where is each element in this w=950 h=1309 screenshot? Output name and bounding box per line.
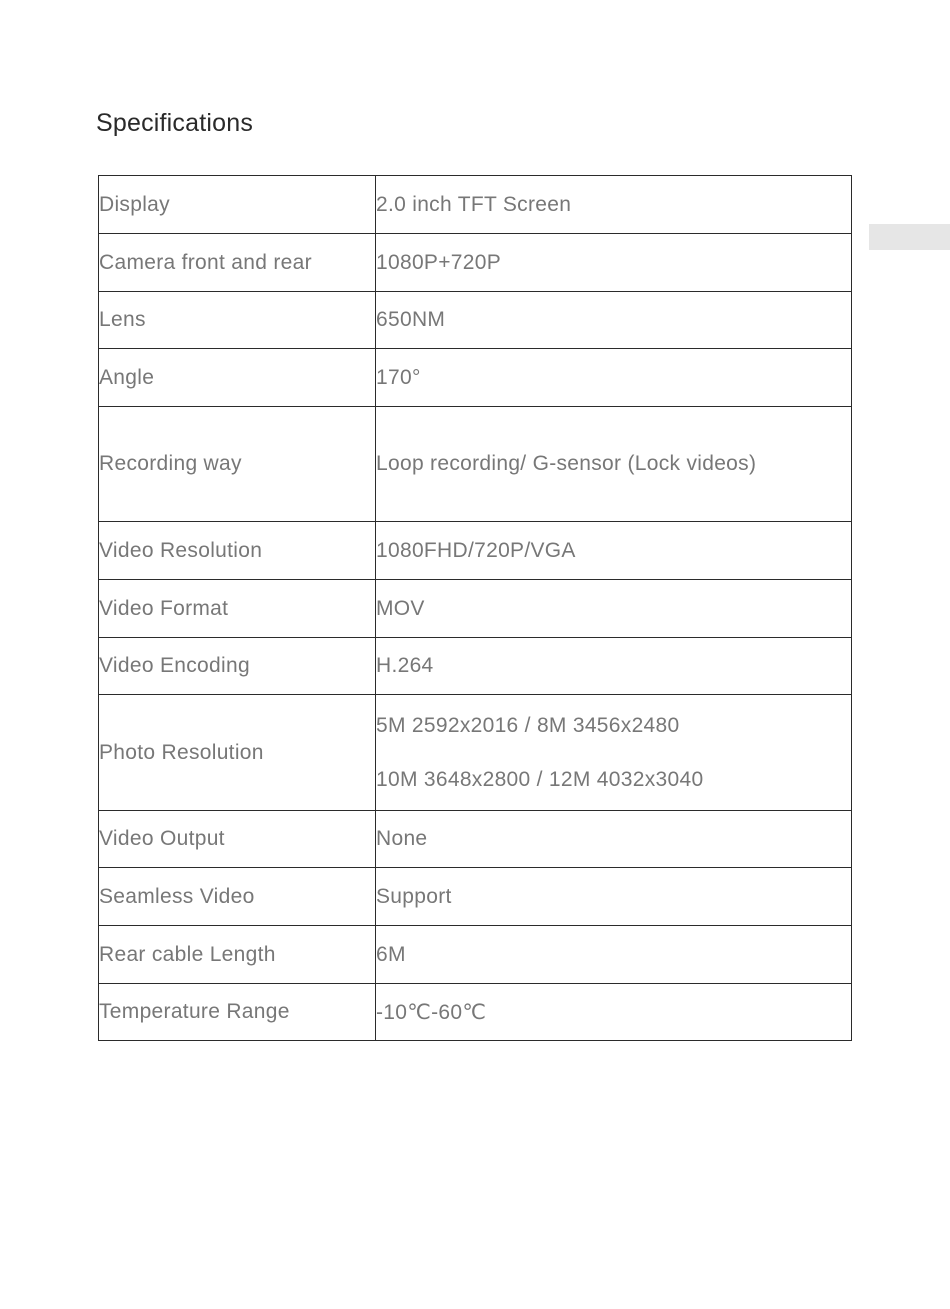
spec-value bbox=[376, 638, 852, 695]
spec-value bbox=[376, 176, 852, 234]
spec-value-line: -10℃-60℃ bbox=[376, 1000, 487, 1024]
spec-value bbox=[376, 984, 852, 1041]
spec-value-line: MOV bbox=[376, 596, 425, 620]
spec-row bbox=[99, 984, 852, 1041]
spec-value bbox=[376, 926, 852, 984]
spec-label: Angle bbox=[99, 349, 376, 407]
spec-row bbox=[99, 868, 852, 926]
spec-label: Rear cable Length bbox=[99, 926, 376, 984]
spec-label: Temperature Range bbox=[99, 984, 376, 1041]
spec-value-line: 1080P+720P bbox=[376, 250, 502, 274]
spec-label: Seamless Video bbox=[99, 868, 376, 926]
spec-row bbox=[99, 926, 852, 984]
spec-row bbox=[99, 349, 852, 407]
specifications-table-body bbox=[99, 176, 852, 1041]
spec-row bbox=[99, 176, 852, 234]
spec-row bbox=[99, 580, 852, 638]
spec-label: Video Encoding bbox=[99, 638, 376, 695]
side-tab-marker bbox=[869, 224, 950, 250]
spec-label: Camera front and rear bbox=[99, 234, 376, 292]
spec-value-line: 1080FHD/720P/VGA bbox=[376, 538, 576, 562]
spec-value bbox=[376, 811, 852, 868]
spec-row bbox=[99, 407, 852, 522]
spec-label: Video Resolution bbox=[99, 522, 376, 580]
spec-row bbox=[99, 292, 852, 349]
spec-row bbox=[99, 695, 852, 811]
spec-value-line: 2.0 inch TFT Screen bbox=[376, 192, 572, 216]
spec-value bbox=[376, 580, 852, 638]
spec-value-line: Support bbox=[376, 884, 452, 908]
specifications-table bbox=[98, 175, 852, 1041]
spec-label: Lens bbox=[99, 292, 376, 349]
spec-value-line: 10M 3648x2800 / 12M 4032x3040 bbox=[376, 767, 704, 791]
spec-label: Video Format bbox=[99, 580, 376, 638]
spec-value bbox=[376, 868, 852, 926]
spec-label: Recording way bbox=[99, 407, 376, 522]
spec-value bbox=[376, 407, 852, 522]
spec-value-line: 650NM bbox=[376, 308, 446, 331]
spec-value bbox=[376, 349, 852, 407]
spec-value-line: 5M 2592x2016 / 8M 3456x2480 bbox=[376, 713, 680, 737]
spec-value-line: H.264 bbox=[376, 654, 434, 677]
spec-row bbox=[99, 522, 852, 580]
spec-row bbox=[99, 638, 852, 695]
spec-value bbox=[376, 234, 852, 292]
spec-value bbox=[376, 695, 852, 811]
spec-label: Photo Resolution bbox=[99, 695, 376, 811]
spec-value-line: 6M bbox=[376, 942, 406, 966]
spec-row bbox=[99, 811, 852, 868]
spec-row bbox=[99, 234, 852, 292]
spec-label: Video Output bbox=[99, 811, 376, 868]
spec-value-line: 170° bbox=[376, 365, 421, 389]
page-title: Specifications bbox=[96, 108, 254, 137]
spec-value bbox=[376, 522, 852, 580]
spec-value-line: None bbox=[376, 827, 428, 850]
spec-value bbox=[376, 292, 852, 349]
spec-label: Display bbox=[99, 176, 376, 234]
spec-value-line: Loop recording/ G-sensor (Lock videos) bbox=[376, 452, 757, 475]
